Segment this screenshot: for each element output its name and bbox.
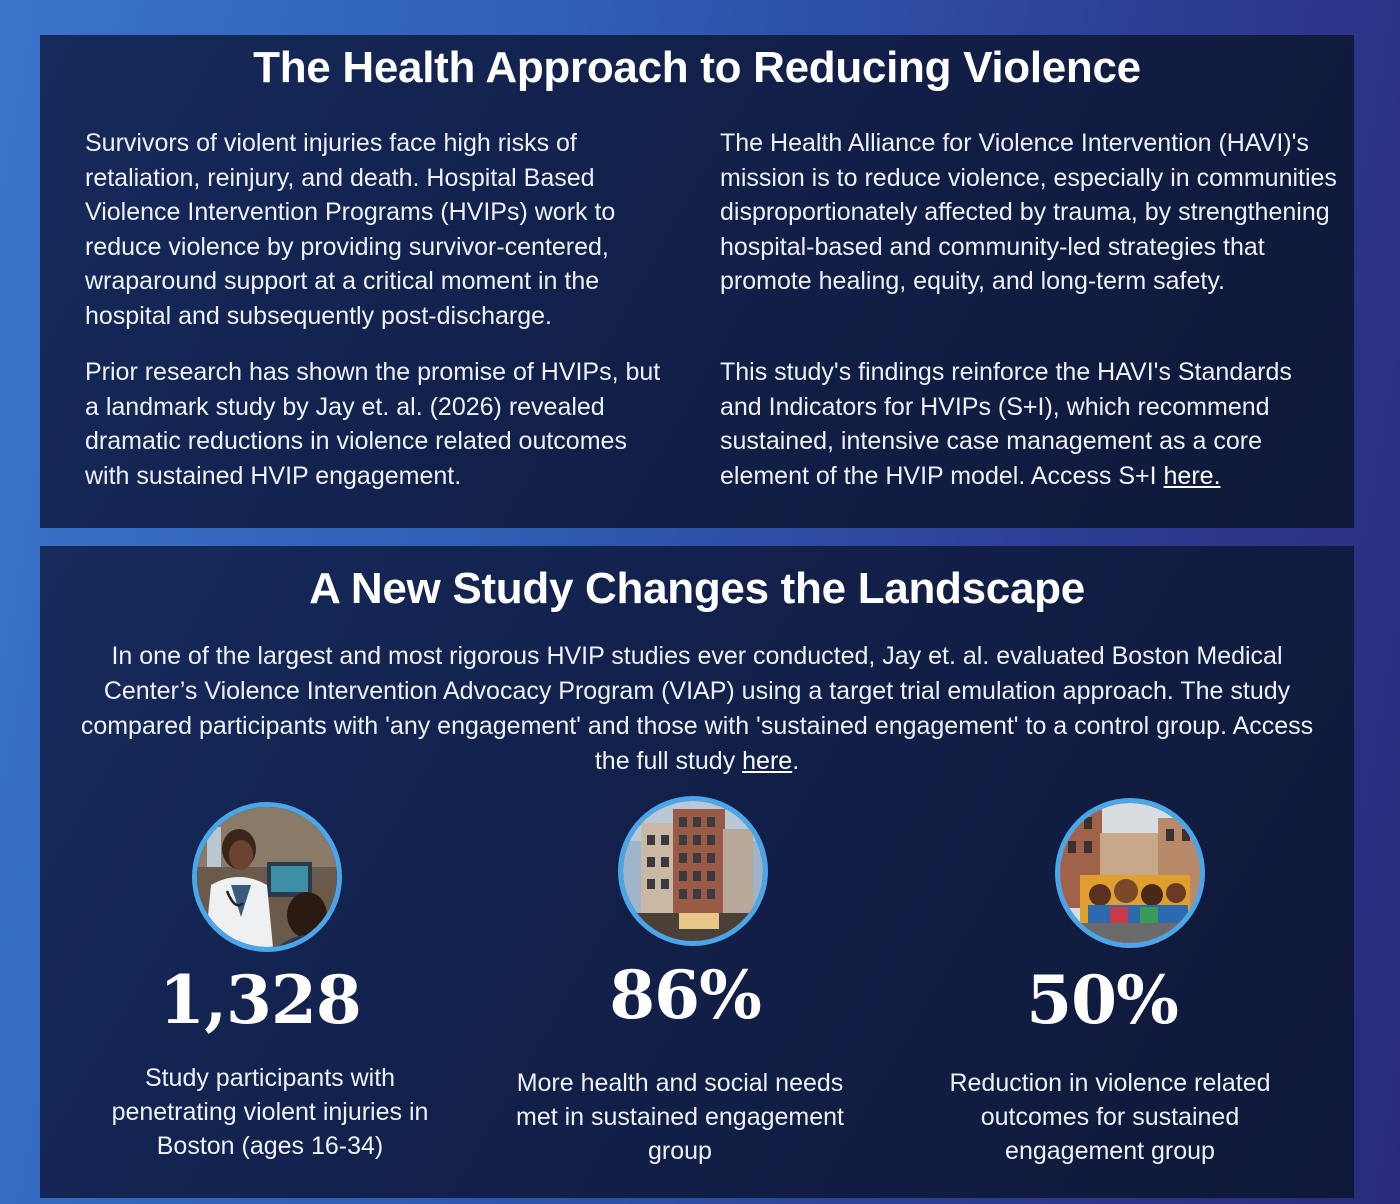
hvip-intro-paragraph: Survivors of violent injuries face high risks of retaliation, reinjury, and death. Hospital Based Violence Intervention Programs (HVIPs) work to reduce violence by providing survivor-centered, wraparound support at a critical moment in the hospital and subsequently post-discharge. xyxy=(85,129,616,330)
stat-value: 1,328 xyxy=(159,961,361,1039)
standards-text: This study's findings reinforce the HAVI's Standards and Indicators for HVIPs (S+I), which recommend sustained, intensive case management as a core element of the HVIP model. Access S+I xyxy=(720,358,1292,490)
new-study-section xyxy=(40,546,1354,1198)
health-approach-section xyxy=(40,35,1354,528)
stat-participants xyxy=(60,796,460,1196)
stat-value: 86% xyxy=(609,956,761,1034)
doctor-patient-photo xyxy=(192,802,342,952)
stat-violence-reduction xyxy=(910,796,1310,1196)
community-mural-photo xyxy=(1055,798,1205,948)
section-title: A New Study Changes the Landscape xyxy=(309,564,1085,613)
study-intro-paragraph xyxy=(64,639,1330,779)
stat-value: 50% xyxy=(1026,961,1178,1039)
havi-mission-paragraph: The Health Alliance for Violence Intervention (HAVI)'s mission is to reduce violence, especially in communities disproportionately affected by trauma, by strengthening hospital-based and community-led strategies that promote healing, equity, and long-term safety. xyxy=(720,129,1337,295)
prior-research-paragraph: Prior research has shown the promise of HVIPs, but a landmark study by Jay et. al. (2026) revealed dramatic reductions in violence related outcomes with sustained HVIP engagement. xyxy=(85,358,661,490)
section-title: The Health Approach to Reducing Violence xyxy=(253,43,1141,92)
study-intro-end: . xyxy=(792,747,800,775)
standards-paragraph xyxy=(720,355,1340,493)
apartment-building-photo xyxy=(618,796,768,946)
standards-link[interactable]: here. xyxy=(1163,461,1221,490)
stat-label: Reduction in violence related outcomes for sustained engagement group xyxy=(949,1069,1271,1165)
full-study-link[interactable]: here xyxy=(742,747,793,775)
stat-needs-met xyxy=(480,796,880,1196)
stat-label: Study participants with penetrating violent injuries in Boston (ages 16-34) xyxy=(111,1064,429,1160)
study-intro-text: In one of the largest and most rigorous HVIP studies ever conducted, Jay et. al. evaluated Boston Medical Center’s Violence Intervention Advocacy Program (VIAP) using a target trial emulation approach. The study compared participants with 'any engagement' and those with 'sustained engagement' to a control group. Access the full study xyxy=(80,642,1314,775)
stat-label: More health and social needs met in sustained engagement group xyxy=(516,1069,844,1165)
